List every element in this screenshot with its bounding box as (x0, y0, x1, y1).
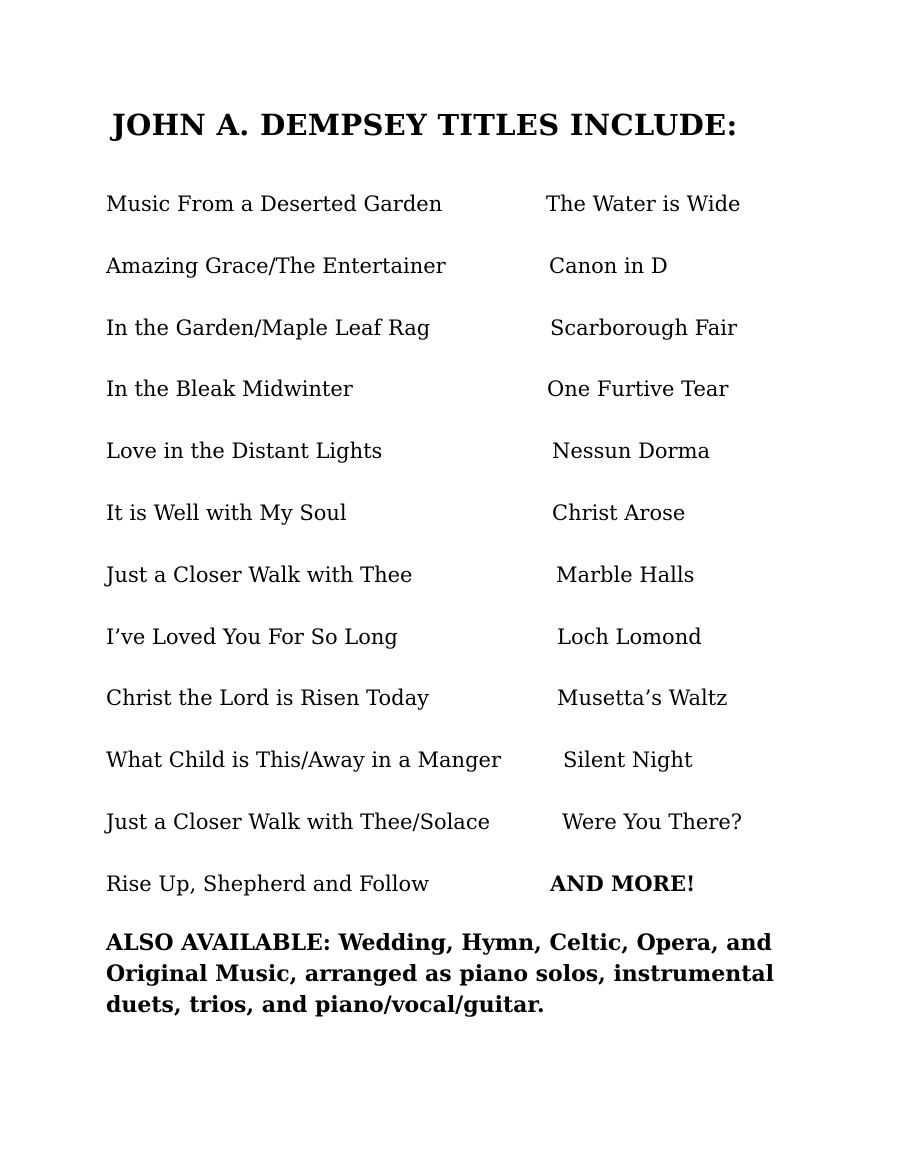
right-title: One Furtive Tear (547, 377, 729, 402)
right-title: Loch Lomond (557, 624, 702, 649)
title-row (106, 373, 806, 435)
right-title: Christ Arose (552, 500, 686, 525)
right-title: Canon in D (549, 253, 668, 278)
titles-list (106, 188, 806, 930)
title-row (106, 559, 806, 621)
right-title: Marble Halls (556, 562, 695, 587)
title-row (106, 621, 806, 683)
title-row (106, 312, 806, 374)
left-title: It is Well with My Soul (106, 500, 347, 525)
right-title: Silent Night (563, 748, 693, 773)
page-title: JOHN A. DEMPSEY TITLES INCLUDE: (112, 108, 738, 142)
also-available-note: ALSO AVAILABLE: Wedding, Hymn, Celtic, Opera, and Original Music, arranged as piano solos, instrumental duets, trios, and piano/vocal/guitar. (106, 930, 774, 1018)
title-row (106, 868, 806, 930)
title-row (106, 806, 806, 868)
left-title: Christ the Lord is Risen Today (106, 686, 429, 711)
left-title: In the Garden/Maple Leaf Rag (106, 315, 431, 340)
left-title: Just a Closer Walk with Thee (106, 562, 413, 587)
left-title: Music From a Deserted Garden (106, 192, 443, 216)
title-row (106, 435, 806, 497)
title-row (106, 188, 806, 250)
title-row (106, 744, 806, 806)
right-title: Scarborough Fair (550, 315, 738, 340)
title-row (106, 682, 806, 744)
left-title: I’ve Loved You For So Long (106, 624, 398, 649)
right-title: Were You There? (562, 809, 743, 834)
title-row (106, 250, 806, 312)
title-row (106, 497, 806, 559)
left-title: Just a Closer Walk with Thee/Solace (106, 809, 491, 834)
left-title: Amazing Grace/The Entertainer (106, 253, 446, 278)
left-title: In the Bleak Midwinter (106, 377, 353, 402)
left-title: Rise Up, Shepherd and Follow (106, 871, 430, 896)
left-title: Love in the Distant Lights (106, 439, 383, 464)
right-title: Musetta’s Waltz (557, 686, 728, 711)
left-title: What Child is This/Away in a Manger (106, 748, 501, 773)
and-more-label: AND MORE! (550, 870, 696, 896)
right-title: Nessun Dorma (552, 439, 711, 464)
right-title: The Water is Wide (546, 192, 741, 216)
